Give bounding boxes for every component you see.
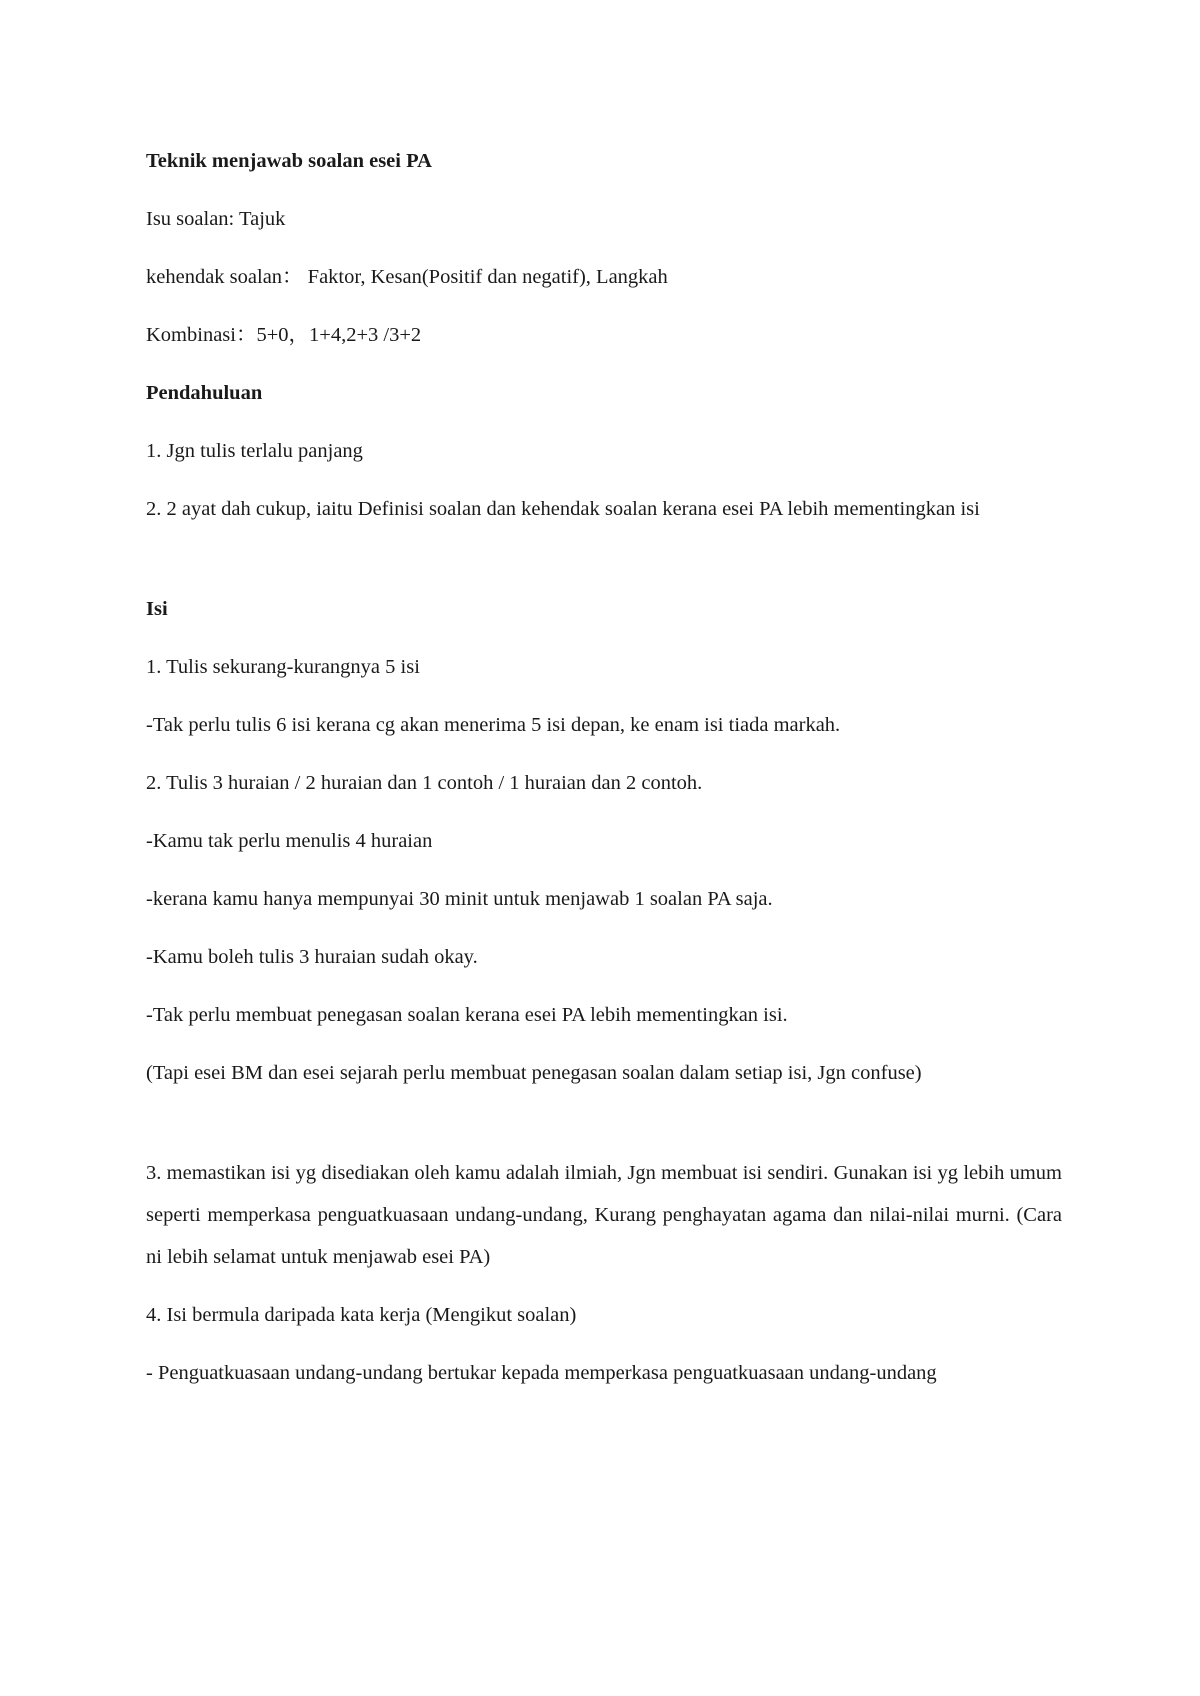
kombinasi-line: Kombinasi：5+0，1+4,2+3 /3+2: [146, 324, 422, 346]
isi-line: (Tapi esei BM dan esei sejarah perlu membuat penegasan soalan dalam setiap isi, Jgn confuse): [146, 1062, 922, 1084]
pendahuluan-point-2: 2. 2 ayat dah cukup, iaitu Definisi soalan dan kehendak soalan kerana esei PA lebih mementingkan isi: [146, 498, 980, 520]
isi-point-3: 3. memastikan isi yg disediakan oleh kamu adalah ilmiah, Jgn membuat isi sendiri. Gunakan isi yg lebih umum seperti memperkasa penguatkuasaan undang-undang, Kurang penghayatan agama dan nilai-nilai murni. (Cara ni lebih selamat untuk menjawab esei PA): [146, 1162, 1062, 1268]
pendahuluan-heading: Pendahuluan: [146, 382, 263, 404]
isi-line: 2. Tulis 3 huraian / 2 huraian dan 1 contoh / 1 huraian dan 2 contoh.: [146, 772, 703, 794]
isi-point-4-example: - Penguatkuasaan undang-undang bertukar kepada memperkasa penguatkuasaan undang-undang: [146, 1362, 937, 1384]
isi-line: -Kamu tak perlu menulis 4 huraian: [146, 830, 433, 852]
document-page: [146, 140, 1062, 1410]
kehendak-soalan-line: kehendak soalan： Faktor, Kesan(Positif dan negatif), Langkah: [146, 266, 668, 288]
section-spacer: [146, 546, 1062, 588]
section-spacer: [146, 1110, 1062, 1152]
isi-heading: Isi: [146, 598, 168, 620]
isi-point-4: 4. Isi bermula daripada kata kerja (Mengikut soalan): [146, 1304, 577, 1326]
isi-line: 1. Tulis sekurang-kurangnya 5 isi: [146, 656, 420, 678]
isu-soalan-line: Isu soalan: Tajuk: [146, 208, 286, 230]
isi-line: -Kamu boleh tulis 3 huraian sudah okay.: [146, 946, 478, 968]
isi-line: -Tak perlu membuat penegasan soalan kerana esei PA lebih mementingkan isi.: [146, 1004, 788, 1026]
pendahuluan-point-1: 1. Jgn tulis terlalu panjang: [146, 440, 363, 462]
isi-line: -Tak perlu tulis 6 isi kerana cg akan menerima 5 isi depan, ke enam isi tiada markah.: [146, 714, 841, 736]
isi-line: -kerana kamu hanya mempunyai 30 minit untuk menjawab 1 soalan PA saja.: [146, 888, 773, 910]
document-title: Teknik menjawab soalan esei PA: [146, 150, 432, 172]
